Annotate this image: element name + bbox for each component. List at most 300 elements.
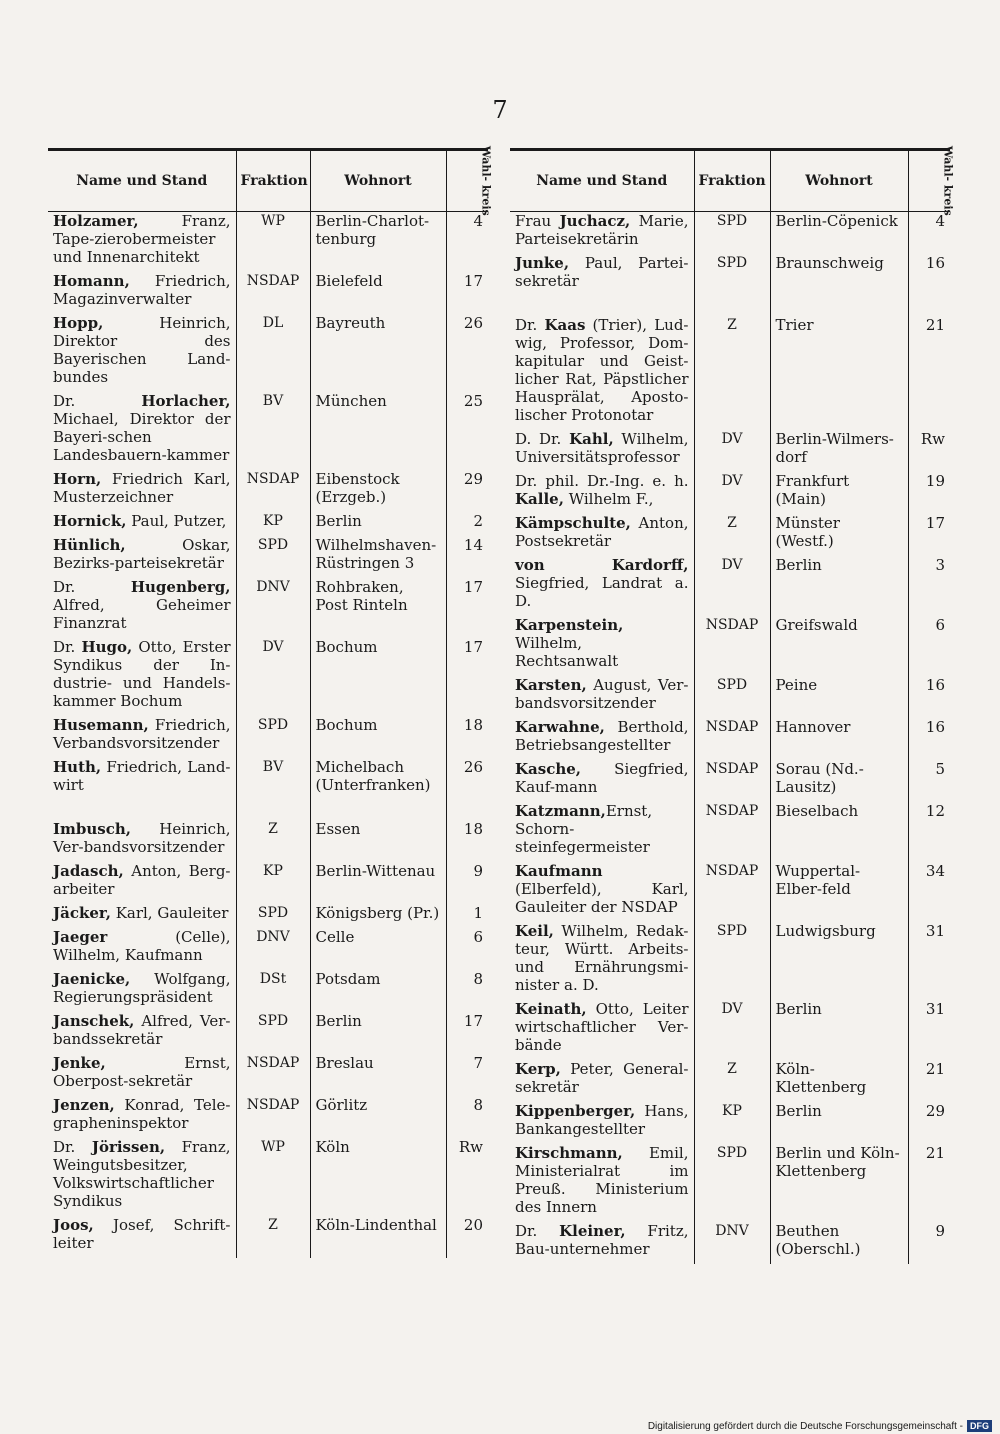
name-and-occupation: Ernst, Schorn-steinfegermeister <box>515 802 653 856</box>
name-prefix: Dr. <box>53 1138 92 1156</box>
name-prefix: Frau <box>515 212 560 230</box>
fraktion-cell: Z <box>694 316 770 430</box>
deputy-name-cell <box>48 470 236 512</box>
wohnort-cell: Köln <box>310 1138 446 1216</box>
name-and-occupation: Heinrich, Ver-bandsvorsitzender <box>53 820 231 856</box>
wahlkreis-cell: 26 <box>463 314 483 332</box>
wahlkreis-cell: 29 <box>463 470 483 488</box>
fraktion-cell: SPD <box>694 1144 770 1222</box>
name-and-occupation: Friedrich Karl, Musterzeichner <box>53 470 231 506</box>
wohnort-cell: Bayreuth <box>310 314 446 392</box>
name-and-occupation: Paul, Putzer, <box>126 512 227 530</box>
deputy-row <box>48 1054 488 1096</box>
surname: Keil, <box>515 922 554 940</box>
surname: Hornick, <box>53 512 127 530</box>
deputy-row <box>48 1096 488 1138</box>
left-table-column <box>48 146 493 1258</box>
deputy-row <box>48 758 488 800</box>
wohnort-cell: Berlin <box>310 512 446 536</box>
wahlkreis-cell: 4 <box>473 212 483 230</box>
name-and-occupation: Fritz, Bau-unternehmer <box>515 1222 689 1258</box>
fraktion-cell: SPD <box>236 536 310 578</box>
wohnort-cell: Rohbraken, Post Rinteln <box>310 578 446 638</box>
fraktion-cell: NSDAP <box>694 760 770 802</box>
wahlkreis-cell: 17 <box>463 638 483 656</box>
deputy-name-cell <box>48 272 236 314</box>
name-and-occupation: Marie, Parteisekretärin <box>515 212 689 248</box>
wohnort-cell: Potsdam <box>310 970 446 1012</box>
surname: Joos, <box>53 1216 94 1234</box>
name-and-occupation: Siegfried, Landrat a. D. <box>515 574 689 610</box>
surname: Husemann, <box>53 716 149 734</box>
wahlkreis-cell: 7 <box>473 1054 483 1072</box>
name-prefix: Dr. <box>515 316 545 334</box>
surname: Karpenstein, <box>515 616 624 634</box>
header-fraktion: Fraktion <box>694 151 770 212</box>
wohnort-cell: Breslau <box>310 1054 446 1096</box>
deputy-row <box>510 316 950 430</box>
deputy-name-cell <box>510 922 694 1000</box>
wahlkreis-cell: Rw <box>458 1138 483 1156</box>
fraktion-cell: KP <box>236 862 310 904</box>
deputy-name-cell <box>510 1144 694 1222</box>
spacer-cell <box>48 800 236 820</box>
wahlkreis-cell: 4 <box>935 212 945 230</box>
deputy-row <box>48 1216 488 1258</box>
wohnort-cell: Görlitz <box>310 1096 446 1138</box>
deputy-name-cell <box>510 556 694 616</box>
deputy-name-cell <box>48 716 236 758</box>
wahlkreis-cell: 2 <box>473 512 483 530</box>
dfg-logo: DFG <box>967 1420 992 1432</box>
deputy-name-cell <box>510 802 694 862</box>
deputy-name-cell <box>48 212 236 273</box>
fraktion-cell: NSDAP <box>694 616 770 676</box>
wahlkreis-cell: 19 <box>925 472 945 490</box>
deputy-name-cell <box>510 1000 694 1060</box>
name-prefix: D. Dr. <box>515 430 570 448</box>
name-and-occupation: Wilhelm F., <box>563 490 654 508</box>
fraktion-cell: SPD <box>694 212 770 255</box>
wohnort-cell: Frankfurt (Main) <box>770 472 908 514</box>
fraktion-cell: SPD <box>694 922 770 1000</box>
surname: Kalle, <box>515 490 564 508</box>
name-and-occupation: Franz, Weingutsbesitzer, Volkswirtschaftlicher Syndikus <box>53 1138 231 1210</box>
deputy-name-cell <box>48 820 236 862</box>
name-and-occupation: Berthold, Betriebsangestellter <box>515 718 689 754</box>
fraktion-cell: NSDAP <box>236 1096 310 1138</box>
wahlkreis-cell: 21 <box>925 1060 945 1078</box>
deputy-row <box>48 578 488 638</box>
fraktion-cell: KP <box>694 1102 770 1144</box>
deputy-row <box>510 556 950 616</box>
wohnort-cell: Bielefeld <box>310 272 446 314</box>
wohnort-cell: Wuppertal-Elber-feld <box>770 862 908 922</box>
spacer-row <box>510 296 950 316</box>
fraktion-cell: SPD <box>236 904 310 928</box>
header-wohnort: Wohnort <box>310 151 446 212</box>
deputy-row <box>510 1000 950 1060</box>
spacer-cell <box>770 296 908 316</box>
surname: Jadasch, <box>53 862 124 880</box>
name-and-occupation: Friedrich, Verbandsvorsitzender <box>53 716 231 752</box>
wahlkreis-cell: 18 <box>463 716 483 734</box>
right-deputy-table <box>510 146 955 1264</box>
fraktion-cell: NSDAP <box>694 802 770 862</box>
wohnort-cell: Braunschweig <box>770 254 908 296</box>
surname: Kippenberger, <box>515 1102 636 1120</box>
deputy-row <box>510 616 950 676</box>
deputy-name-cell <box>510 718 694 760</box>
fraktion-cell: DL <box>236 314 310 392</box>
wohnort-cell: Celle <box>310 928 446 970</box>
surname: Kämpschulte, <box>515 514 631 532</box>
footer <box>648 1418 992 1434</box>
name-and-occupation: Friedrich, Magazinverwalter <box>53 272 231 308</box>
name-and-occupation: Alfred, Geheimer Finanzrat <box>53 596 231 632</box>
deputy-row <box>510 802 950 862</box>
fraktion-cell: NSDAP <box>236 1054 310 1096</box>
deputy-row <box>510 1144 950 1222</box>
surname: Kaufmann <box>515 862 603 880</box>
surname: Kasche, <box>515 760 582 778</box>
footer-text: Digitalisierung gefördert durch die Deutsche Forschungsgemeinschaft - <box>647 1420 963 1432</box>
wahlkreis-cell: 21 <box>925 1144 945 1162</box>
deputy-name-cell <box>510 472 694 514</box>
name-and-occupation: (Elberfeld), Karl, Gauleiter der NSDAP <box>515 880 689 916</box>
deputy-name-cell <box>48 1216 236 1258</box>
deputy-row <box>48 970 488 1012</box>
deputy-row <box>510 1102 950 1144</box>
fraktion-cell: DV <box>694 472 770 514</box>
fraktion-cell: NSDAP <box>236 272 310 314</box>
wahlkreis-cell: 29 <box>925 1102 945 1120</box>
deputy-name-cell <box>48 314 236 392</box>
wahlkreis-cell: 8 <box>473 970 483 988</box>
name-and-occupation: Anton, Berg-arbeiter <box>53 862 231 898</box>
fraktion-cell: DNV <box>694 1222 770 1264</box>
fraktion-cell: DNV <box>236 928 310 970</box>
deputy-name-cell <box>48 1138 236 1216</box>
name-and-occupation: Michael, Direktor der Bayeri-schen Landesbauern-kammer <box>53 410 231 464</box>
surname: Huth, <box>53 758 102 776</box>
wohnort-cell: Berlin-Wilmers-dorf <box>770 430 908 472</box>
header-name: Name und Stand <box>510 151 694 212</box>
wohnort-cell: Berlin-Charlot-tenburg <box>310 212 446 273</box>
spacer-cell <box>510 296 694 316</box>
wahlkreis-cell: 17 <box>463 578 483 596</box>
wohnort-cell: Michelbach (Unterfranken) <box>310 758 446 800</box>
wohnort-cell: Eibenstock (Erzgeb.) <box>310 470 446 512</box>
wahlkreis-cell: 25 <box>463 392 483 410</box>
name-and-occupation: Alfred, Ver-bandssekretär <box>53 1012 231 1048</box>
name-and-occupation: Siegfried, Kauf-mann <box>515 760 689 796</box>
deputy-row <box>48 820 488 862</box>
spacer-cell <box>446 800 488 820</box>
spacer-cell <box>908 296 950 316</box>
deputy-row <box>510 212 950 255</box>
wahlkreis-cell: 17 <box>463 1012 483 1030</box>
wohnort-cell: Sorau (Nd.-Lausitz) <box>770 760 908 802</box>
fraktion-cell: Z <box>694 514 770 556</box>
deputy-row <box>48 512 488 536</box>
wohnort-cell: Peine <box>770 676 908 718</box>
deputy-row <box>48 638 488 716</box>
deputy-row <box>510 1060 950 1102</box>
deputy-row <box>510 676 950 718</box>
deputy-name-cell <box>510 862 694 922</box>
name-and-occupation: Otto, Erster Syndikus der In-dustrie- und Handels-kammer Bochum <box>53 638 231 710</box>
fraktion-cell: SPD <box>236 716 310 758</box>
fraktion-cell: DSt <box>236 970 310 1012</box>
fraktion-cell: SPD <box>236 1012 310 1054</box>
deputy-name-cell <box>48 904 236 928</box>
wohnort-cell: Berlin <box>770 1102 908 1144</box>
surname: Hugo, <box>81 638 133 656</box>
wahlkreis-cell: 9 <box>473 862 483 880</box>
wahlkreis-cell: 26 <box>463 758 483 776</box>
deputy-row <box>48 536 488 578</box>
fraktion-cell: SPD <box>694 254 770 296</box>
wahlkreis-cell: 31 <box>925 1000 945 1018</box>
name-prefix: Dr. <box>515 1222 560 1240</box>
deputy-row <box>48 212 488 273</box>
surname: Junke, <box>515 254 570 272</box>
name-and-occupation: (Celle), Wilhelm, Kaufmann <box>53 928 231 964</box>
spacer-cell <box>694 296 770 316</box>
surname: Hugenberg, <box>130 578 231 596</box>
wahlkreis-cell: 6 <box>935 616 945 634</box>
deputy-row <box>510 1222 950 1264</box>
deputy-name-cell <box>48 1012 236 1054</box>
deputy-row <box>510 254 950 296</box>
fraktion-cell: Z <box>236 1216 310 1258</box>
fraktion-cell: DV <box>694 556 770 616</box>
deputy-name-cell <box>48 1054 236 1096</box>
header-fraktion: Fraktion <box>236 151 310 212</box>
spacer-cell <box>236 800 310 820</box>
deputy-row <box>510 430 950 472</box>
wohnort-cell: Trier <box>770 316 908 430</box>
surname: Kahl, <box>569 430 614 448</box>
wohnort-cell: Berlin <box>770 556 908 616</box>
wohnort-cell: Berlin-Wittenau <box>310 862 446 904</box>
deputy-row <box>510 922 950 1000</box>
wohnort-cell: Königsberg (Pr.) <box>310 904 446 928</box>
wahlkreis-cell: 8 <box>473 1096 483 1114</box>
wahlkreis-cell: 21 <box>925 316 945 334</box>
wahlkreis-cell: 12 <box>925 802 945 820</box>
deputy-name-cell <box>48 536 236 578</box>
surname: Katzmann, <box>515 802 606 820</box>
deputy-row <box>510 760 950 802</box>
surname: Juchacz, <box>559 212 631 230</box>
wohnort-cell: Köln-Lindenthal <box>310 1216 446 1258</box>
surname: Homann, <box>53 272 130 290</box>
wahlkreis-cell: 16 <box>925 254 945 272</box>
fraktion-cell: Z <box>694 1060 770 1102</box>
wohnort-cell: Ludwigsburg <box>770 922 908 1000</box>
name-and-occupation: Paul, Partei-sekretär <box>515 254 689 290</box>
surname: Horn, <box>53 470 102 488</box>
surname: Karsten, <box>515 676 587 694</box>
deputy-name-cell <box>510 212 694 255</box>
deputy-row <box>48 272 488 314</box>
wohnort-cell: Bieselbach <box>770 802 908 862</box>
wahlkreis-cell: 17 <box>463 272 483 290</box>
deputy-row <box>510 862 950 922</box>
deputy-name-cell <box>510 1102 694 1144</box>
wahlkreis-cell: 17 <box>925 514 945 532</box>
wohnort-cell: Essen <box>310 820 446 862</box>
deputy-name-cell <box>510 760 694 802</box>
surname: Kaas <box>544 316 586 334</box>
wohnort-cell: Berlin-Cöpenick <box>770 212 908 255</box>
fraktion-cell: BV <box>236 758 310 800</box>
name-and-occupation: Peter, General-sekretär <box>515 1060 689 1096</box>
deputy-name-cell <box>510 676 694 718</box>
fraktion-cell: NSDAP <box>236 470 310 512</box>
name-prefix: Dr. <box>53 578 131 596</box>
wohnort-cell: München <box>310 392 446 470</box>
surname: Kirschmann, <box>515 1144 623 1162</box>
deputy-row <box>48 1012 488 1054</box>
deputy-row <box>510 514 950 556</box>
name-and-occupation: (Trier), Lud-wig, Professor, Dom-kapitular und Geist-licher Rat, Päpstlicher Hausprälat, Aposto-lischer Protonotar <box>515 316 689 424</box>
fraktion-cell: SPD <box>694 676 770 718</box>
wohnort-cell: Bochum <box>310 638 446 716</box>
deputy-name-cell <box>510 1222 694 1264</box>
deputy-name-cell <box>48 1096 236 1138</box>
wahlkreis-cell: 9 <box>935 1222 945 1240</box>
deputy-row <box>48 862 488 904</box>
wohnort-cell: Berlin und Köln-Klettenberg <box>770 1144 908 1222</box>
surname: Jäcker, <box>53 904 111 922</box>
wohnort-cell: Bochum <box>310 716 446 758</box>
deputy-name-cell <box>48 638 236 716</box>
left-deputy-table <box>48 146 493 1258</box>
spacer-row <box>48 800 488 820</box>
name-prefix: Dr. phil. Dr.-Ing. e. h. <box>515 472 689 490</box>
fraktion-cell: DV <box>694 1000 770 1060</box>
wohnort-cell: Köln-Klettenberg <box>770 1060 908 1102</box>
deputy-name-cell <box>510 316 694 430</box>
deputy-name-cell <box>510 254 694 296</box>
name-and-occupation: Karl, Gauleiter <box>110 904 229 922</box>
deputy-row <box>48 716 488 758</box>
deputy-name-cell <box>48 512 236 536</box>
surname: Janschek, <box>53 1012 135 1030</box>
deputy-row <box>48 314 488 392</box>
fraktion-cell: NSDAP <box>694 862 770 922</box>
name-and-occupation: Oskar, Bezirks-parteisekretär <box>53 536 231 572</box>
wohnort-cell: Wilhelmshaven-Rüstringen 3 <box>310 536 446 578</box>
deputy-row <box>48 1138 488 1216</box>
header-name: Name und Stand <box>48 151 236 212</box>
name-and-occupation: Emil, Ministerialrat im Preuß. Ministerium des Innern <box>515 1144 689 1216</box>
surname: Karwahne, <box>515 718 605 736</box>
fraktion-cell: NSDAP <box>694 718 770 760</box>
wahlkreis-cell: 14 <box>463 536 483 554</box>
name-and-occupation: Heinrich, Direktor des Bayerischen Land-bundes <box>53 314 231 386</box>
deputy-row <box>48 470 488 512</box>
surname: Imbusch, <box>53 820 131 838</box>
deputy-name-cell <box>510 1060 694 1102</box>
deputy-name-cell <box>510 616 694 676</box>
name-and-occupation: Josef, Schrift-leiter <box>53 1216 231 1252</box>
surname: Hünlich, <box>53 536 126 554</box>
fraktion-cell: DNV <box>236 578 310 638</box>
wahlkreis-cell: 34 <box>925 862 945 880</box>
wahlkreis-cell: 31 <box>925 922 945 940</box>
deputy-name-cell <box>48 928 236 970</box>
name-and-occupation: Wilhelm, Rechtsanwalt <box>515 634 619 670</box>
name-and-occupation: Anton, Postsekretär <box>515 514 689 550</box>
wohnort-cell: Greifswald <box>770 616 908 676</box>
wahlkreis-cell: Rw <box>920 430 945 448</box>
deputy-row <box>48 904 488 928</box>
surname: Horlacher, <box>141 392 231 410</box>
name-and-occupation: Wilhelm, Redak-teur, Württ. Arbeits- und Ernährungsmi-nister a. D. <box>515 922 689 994</box>
wahlkreis-cell: 5 <box>935 760 945 778</box>
surname: Jenke, <box>53 1054 106 1072</box>
name-and-occupation: Wolfgang, Regierungspräsident <box>53 970 231 1006</box>
header-wohnort: Wohnort <box>770 151 908 212</box>
fraktion-cell: WP <box>236 212 310 273</box>
fraktion-cell: KP <box>236 512 310 536</box>
deputy-name-cell <box>510 430 694 472</box>
wahlkreis-cell: 6 <box>473 928 483 946</box>
surname: Holzamer, <box>53 212 139 230</box>
wohnort-cell: Berlin <box>310 1012 446 1054</box>
name-and-occupation: Konrad, Tele-grapheninspektor <box>53 1096 231 1132</box>
wahlkreis-cell: 16 <box>925 718 945 736</box>
name-and-occupation: Otto, Leiter wirtschaftlicher Ver-bände <box>515 1000 689 1054</box>
surname: Kerp, <box>515 1060 561 1078</box>
wahlkreis-cell: 16 <box>925 676 945 694</box>
surname: von Kardorff, <box>515 556 689 574</box>
spacer-cell <box>310 800 446 820</box>
wahlkreis-cell: 3 <box>935 556 945 574</box>
deputy-name-cell <box>48 758 236 800</box>
deputy-name-cell <box>510 514 694 556</box>
deputy-row <box>48 392 488 470</box>
deputy-name-cell <box>48 578 236 638</box>
surname: Hopp, <box>53 314 104 332</box>
name-prefix: Dr. <box>53 638 82 656</box>
deputy-row <box>48 928 488 970</box>
deputy-name-cell <box>48 392 236 470</box>
page-number: 7 <box>492 96 508 124</box>
name-and-occupation: Hans, Bankangestellter <box>515 1102 689 1138</box>
name-and-occupation: August, Ver-bandsvorsitzender <box>515 676 689 712</box>
wahlkreis-cell: 20 <box>463 1216 483 1234</box>
fraktion-cell: BV <box>236 392 310 470</box>
fraktion-cell: DV <box>236 638 310 716</box>
fraktion-cell: DV <box>694 430 770 472</box>
name-and-occupation: Friedrich, Land-wirt <box>53 758 231 794</box>
fraktion-cell: WP <box>236 1138 310 1216</box>
surname: Jörissen, <box>91 1138 166 1156</box>
header-wahlkreis: Wahl- kreis <box>446 151 488 212</box>
surname: Jaenicke, <box>53 970 131 988</box>
deputy-name-cell <box>48 970 236 1012</box>
wahlkreis-cell: 1 <box>473 904 483 922</box>
wahlkreis-cell: 18 <box>463 820 483 838</box>
name-prefix: Dr. <box>53 392 142 410</box>
right-table-column <box>510 146 955 1264</box>
wohnort-cell: Beuthen (Oberschl.) <box>770 1222 908 1264</box>
